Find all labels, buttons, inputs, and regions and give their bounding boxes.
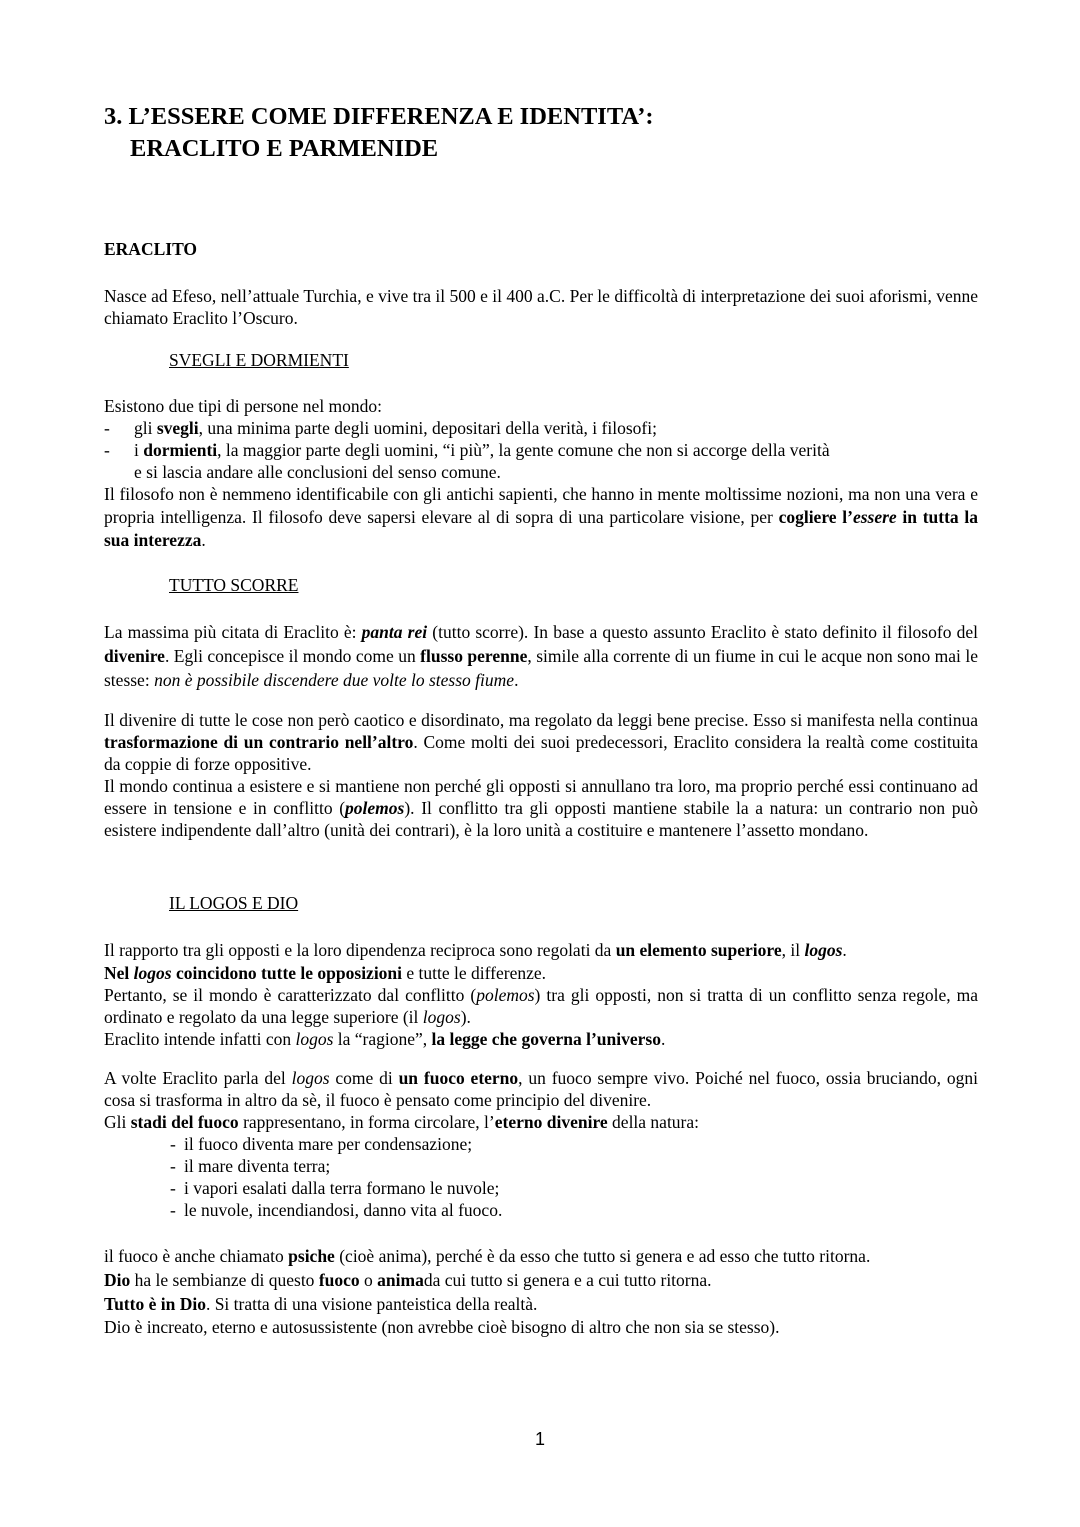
text: , un fuoco sempre vivo. Poiché nel fuoco, ossia bruciando, ogni cosa si trasforma in altro da sè, il fuoco è pensato come principio del divenire. [104, 1068, 979, 1110]
text: , la maggior parte degli uomini, “i più”, la gente comune che non si accorge della verità [217, 440, 830, 460]
tutto-paragraph-3 [104, 775, 978, 841]
text: , simile alla corrente di un fiume in cui le acque non sono mai le stesse: [104, 646, 978, 690]
text: ). [460, 1007, 471, 1027]
logos-paragraph-6 [104, 1111, 978, 1133]
bold-term: Tutto è in Dio [104, 1294, 206, 1314]
logos-paragraph-4 [104, 1028, 978, 1050]
text: Il mondo continua a esistere e si mantiene non perché gli opposti si annullano tra loro, ma proprio perché essi continuano ad essere in tensione e in conflitto ( [104, 776, 978, 818]
text: Il divenire di tutte le cose non però caotico e disordinato, ma regolato da leggi bene precise. Esso si manifesta nella continua [104, 710, 978, 730]
text: le nuvole, incendiandosi, danno vita al fuoco. [184, 1200, 503, 1220]
list-item [104, 1133, 978, 1155]
section-heading: ERACLITO [104, 239, 198, 259]
text: Eraclito intende infatti con [104, 1029, 296, 1049]
text: La massima più citata di Eraclito è: [104, 622, 362, 642]
dash-bullet: - [170, 1178, 176, 1198]
text: . [514, 670, 519, 690]
bold-term: divenire [104, 646, 165, 666]
text: , il [781, 940, 805, 960]
text: ha le sembianze di questo [130, 1270, 319, 1290]
bold-term: un elemento superiore [615, 940, 782, 960]
svegli-paragraph [104, 483, 978, 552]
title-line-2: ERACLITO E PARMENIDE [130, 135, 439, 162]
svegli-lead: Esistono due tipi di persone nel mondo: [104, 396, 383, 416]
logos-paragraph-1 [104, 938, 978, 962]
logos-paragraph-9 [104, 1292, 978, 1316]
logos-paragraph-2 [104, 962, 978, 984]
text: Il filosofo non è nemmeno identificabile con gli antichi sapienti, che hanno in mente moltissime nozioni, ma non una vera e propria intelligenza. Il filosofo deve sapersi elevare al di sopra di una particolare visione, per [104, 484, 978, 527]
text: ) tra gli opposti, non si tratta di un conflitto senza regole, ma ordinato e regolato da una legge superiore (il [104, 985, 978, 1027]
tutto-paragraph-2 [104, 709, 978, 775]
text: (tutto scorre). In base a questo assunto Eraclito è stato definito il filosofo del [427, 622, 978, 642]
bold-text: cogliere l’ [778, 507, 853, 527]
dash-bullet: - [170, 1200, 176, 1220]
bold-term: un fuoco eterno [398, 1068, 519, 1088]
logos-section [104, 938, 978, 1338]
text: rappresentano, in forma circolare, l’ [238, 1112, 495, 1132]
text: i [134, 440, 144, 460]
italic-term: logos [422, 1007, 461, 1027]
bold-term: psiche [288, 1246, 335, 1266]
text: ). Il conflitto tra gli opposti mantiene stabile la a natura: un contrario non può esistere indipendente dall’altro (unità dei contrari), è la loro unità a costituire e mantenere l’assetto mondano. [104, 798, 978, 840]
italic-term: logos [291, 1068, 330, 1088]
subheading-logos: IL LOGOS E DIO [169, 893, 299, 913]
bold-text: coincidono tutte le opposizioni [171, 963, 403, 983]
svegli-section [104, 395, 978, 552]
bold-term: Dio [104, 1270, 131, 1290]
text: i vapori esalati dalla terra formano le nuvole; [184, 1178, 500, 1198]
dash-bullet: - [170, 1156, 176, 1176]
logos-paragraph-8 [104, 1268, 978, 1292]
bold-term: flusso perenne [420, 646, 528, 666]
page-number: 1 [534, 1429, 545, 1449]
subheading-tutto-scorre: TUTTO SCORRE [169, 575, 299, 595]
text: gli [134, 418, 157, 438]
list-item-continuation: e si lascia andare alle conclusioni del senso comune. [134, 462, 501, 482]
bold-term: dormienti [143, 440, 218, 460]
bold-italic-term: logos [133, 963, 172, 983]
bold-term: fuoco [318, 1270, 360, 1290]
text: da cui tutto si genera e a cui tutto ritorna. [423, 1270, 712, 1290]
italic-text: non è possibile discendere due volte lo stesso fiume [154, 670, 515, 690]
bold-text: Nel [104, 963, 134, 983]
subheading-svegli: SVEGLI E DORMIENTI [169, 350, 349, 370]
text: . Egli concepisce il mondo come un [164, 646, 421, 666]
text: . [842, 940, 847, 960]
logos-paragraph-10: Dio è increato, eterno e autosussistente (non avrebbe cioè bisogno di altro che non sia se stesso). [104, 1317, 780, 1337]
text: , una minima parte degli uomini, depositari della verità, i filosofi; [198, 418, 657, 438]
text: A volte Eraclito parla del [104, 1068, 292, 1088]
tutto-scorre-section [104, 620, 978, 841]
document-title [104, 101, 654, 165]
text: come di [329, 1068, 399, 1088]
bold-term: trasformazione di un contrario nell’altro [104, 732, 414, 752]
logos-paragraph-5 [104, 1067, 978, 1111]
text: . Si tratta di una visione panteistica della realtà. [205, 1294, 538, 1314]
text: Il rapporto tra gli opposti e la loro dipendenza reciproca sono regolati da [104, 940, 616, 960]
text: il mare diventa terra; [184, 1156, 331, 1176]
text: o [359, 1270, 378, 1290]
text: e tutte le differenze. [402, 963, 547, 983]
bold-term: la legge che governa l’universo [431, 1029, 661, 1049]
logos-paragraph-3 [104, 984, 978, 1028]
bold-term: anima [377, 1270, 424, 1290]
text: il fuoco è anche chiamato [104, 1246, 289, 1266]
dash-bullet: - [104, 418, 110, 438]
text: . [660, 1029, 666, 1049]
dash-bullet: - [104, 440, 110, 460]
list-item [104, 1199, 978, 1221]
text: (cioè anima), perché è da esso che tutto si genera e ad esso che tutto ritorna. [334, 1246, 871, 1266]
text: . [201, 530, 206, 550]
text: . Come molti dei suoi predecessori, Eraclito considera la realtà come costituita da coppie di forze oppositive. [104, 732, 978, 774]
text: il fuoco diventa mare per condensazione; [184, 1134, 473, 1154]
italic-term: polemos [476, 985, 535, 1005]
intro-paragraph: Nasce ad Efeso, nell’attuale Turchia, e vive tra il 500 e il 400 a.C. Per le difficoltà di interpretazione dei suoi aforismi, venne chiamato Eraclito l’Oscuro. [104, 286, 978, 328]
list-item [104, 1155, 978, 1177]
list-item [104, 1177, 978, 1199]
tutto-paragraph-1 [104, 620, 978, 692]
title-line-1: 3. L’ESSERE COME DIFFERENZA E IDENTITA’: [104, 103, 654, 130]
text: della natura: [607, 1112, 700, 1132]
bold-term: stadi del fuoco [130, 1112, 239, 1132]
text: Pertanto, se il mondo è caratterizzato dal conflitto ( [104, 985, 477, 1005]
text: la “ragione”, [333, 1029, 432, 1049]
italic-term: logos [295, 1029, 334, 1049]
bold-text: in tutta la sua interezza [104, 507, 978, 550]
text: Gli [104, 1112, 131, 1132]
bold-italic-term: panta rei [361, 622, 428, 642]
bold-italic-term: logos [804, 940, 843, 960]
bold-term: svegli [156, 418, 199, 438]
logos-paragraph-7 [104, 1244, 978, 1268]
bold-term: eterno divenire [494, 1112, 608, 1132]
bold-italic-term: polemos [345, 798, 405, 818]
bold-italic-term: essere [852, 507, 897, 527]
list-item [104, 417, 978, 439]
dash-bullet: - [170, 1134, 176, 1154]
list-item [104, 439, 978, 461]
